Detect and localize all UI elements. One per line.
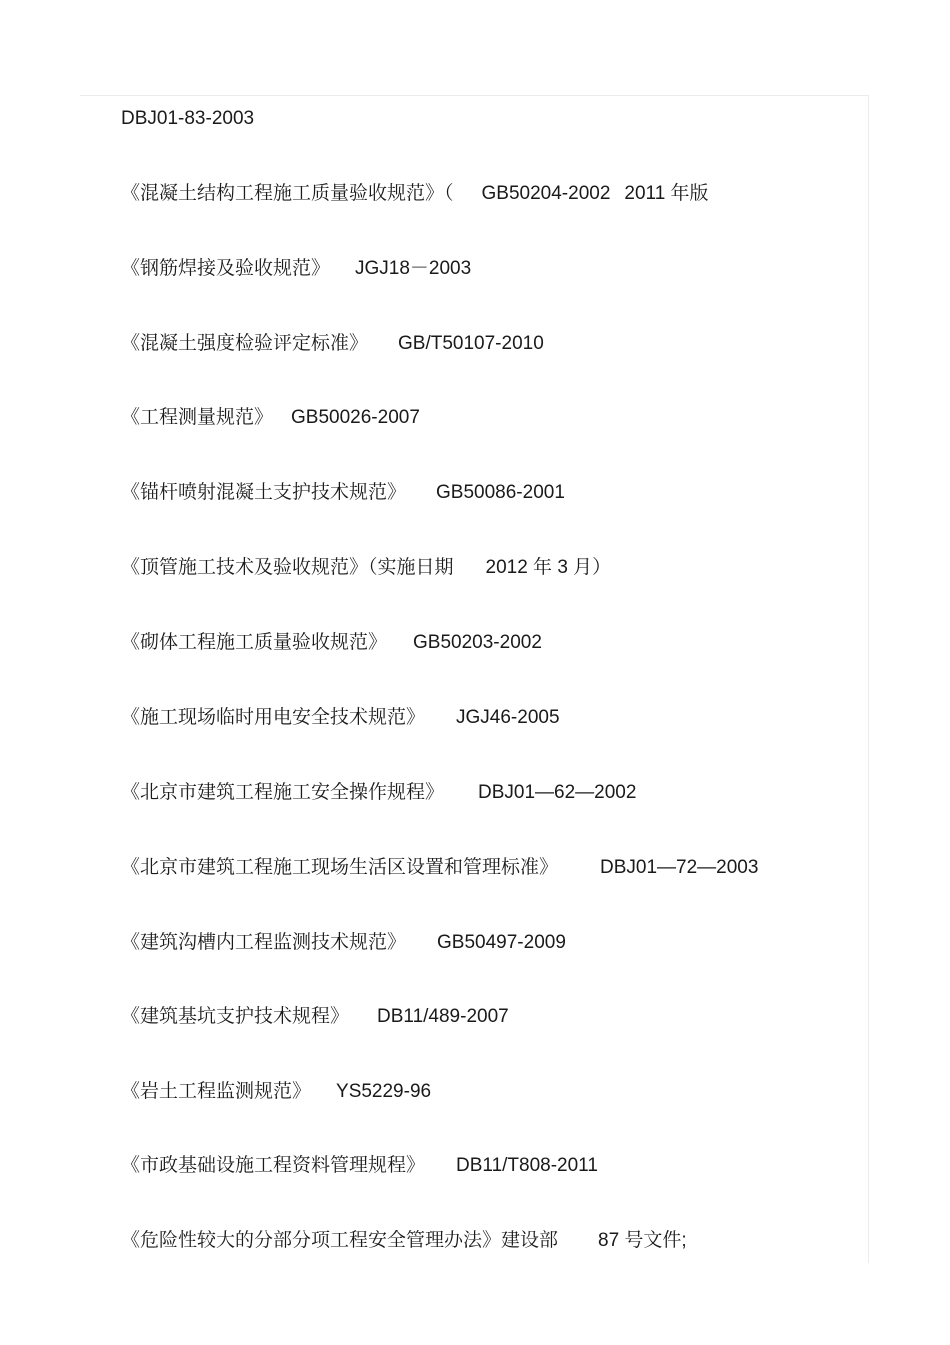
standard-code: DB11/489-2007 <box>377 1006 509 1027</box>
standard-implementation-date: 2012 年 3 月） <box>485 557 612 578</box>
standard-item-3 <box>121 402 420 432</box>
standard-title: 《混凝土结构工程施工质量验收规范》（ <box>121 182 454 204</box>
standard-item-9 <box>121 852 758 882</box>
standard-code: YS5229-96 <box>336 1081 432 1102</box>
document-number: 87 号文件; <box>598 1230 687 1251</box>
standard-title: 《建筑基坑支护技术规程》 <box>121 1005 350 1027</box>
standard-title: 《建筑沟槽内工程监测技术规范》 <box>121 931 407 953</box>
standard-item-8 <box>121 777 636 807</box>
standard-code: GB/T50107-2010 <box>398 333 544 354</box>
standard-title: 《顶管施工技术及验收规范》（实施日期 <box>121 556 454 578</box>
standard-code: JGJ46-2005 <box>456 707 560 728</box>
standard-code: GB50203-2002 <box>413 632 542 653</box>
standard-code: GB50026-2007 <box>291 407 420 428</box>
standard-title: 《锚杆喷射混凝土支护技术规范》 <box>121 481 407 503</box>
standard-title: 《工程测量规范》 <box>121 406 274 428</box>
header-code-line <box>121 103 254 133</box>
standard-title: 《施工现场临时用电安全技术规范》 <box>121 706 426 728</box>
standard-title: 《市政基础设施工程资料管理规程》 <box>121 1154 426 1176</box>
standard-item-11 <box>121 1001 509 1031</box>
standard-item-12 <box>121 1076 431 1106</box>
standard-title: 《钢筋焊接及验收规范》 <box>121 257 331 279</box>
header-code: DBJ01-83-2003 <box>121 108 255 129</box>
standard-item-13 <box>121 1150 598 1180</box>
standard-code: DB11/T808-2011 <box>456 1155 598 1176</box>
standard-item-14 <box>121 1225 687 1255</box>
standard-item-2 <box>121 328 544 358</box>
standard-code: GB50204-2002 <box>481 183 611 204</box>
standard-title: 《岩土工程监测规范》 <box>121 1080 312 1102</box>
standard-code: GB50086-2001 <box>436 482 565 503</box>
standard-title: 《砌体工程施工质量验收规范》 <box>121 631 388 653</box>
standard-item-1 <box>121 253 471 283</box>
standard-item-6 <box>121 627 542 657</box>
standard-title: 《危险性较大的分部分项工程安全管理办法》建设部 <box>121 1229 559 1251</box>
standard-title: 《北京市建筑工程施工安全操作规程》 <box>121 781 445 803</box>
standard-code: JGJ18－2003 <box>355 258 472 279</box>
standard-item-10 <box>121 927 566 957</box>
standard-item-0 <box>121 178 709 208</box>
standard-code: DBJ01—62—2002 <box>478 782 637 803</box>
standard-edition: 2011 年版 <box>624 183 709 204</box>
standard-code: DBJ01—72—2003 <box>600 857 759 878</box>
standard-item-7 <box>121 702 560 732</box>
standard-title: 《北京市建筑工程施工现场生活区设置和管理标准》 <box>121 856 559 878</box>
standard-item-5 <box>121 552 611 582</box>
standard-code: GB50497-2009 <box>437 932 566 953</box>
standard-item-4 <box>121 477 565 507</box>
standard-title: 《混凝土强度检验评定标准》 <box>121 332 369 354</box>
